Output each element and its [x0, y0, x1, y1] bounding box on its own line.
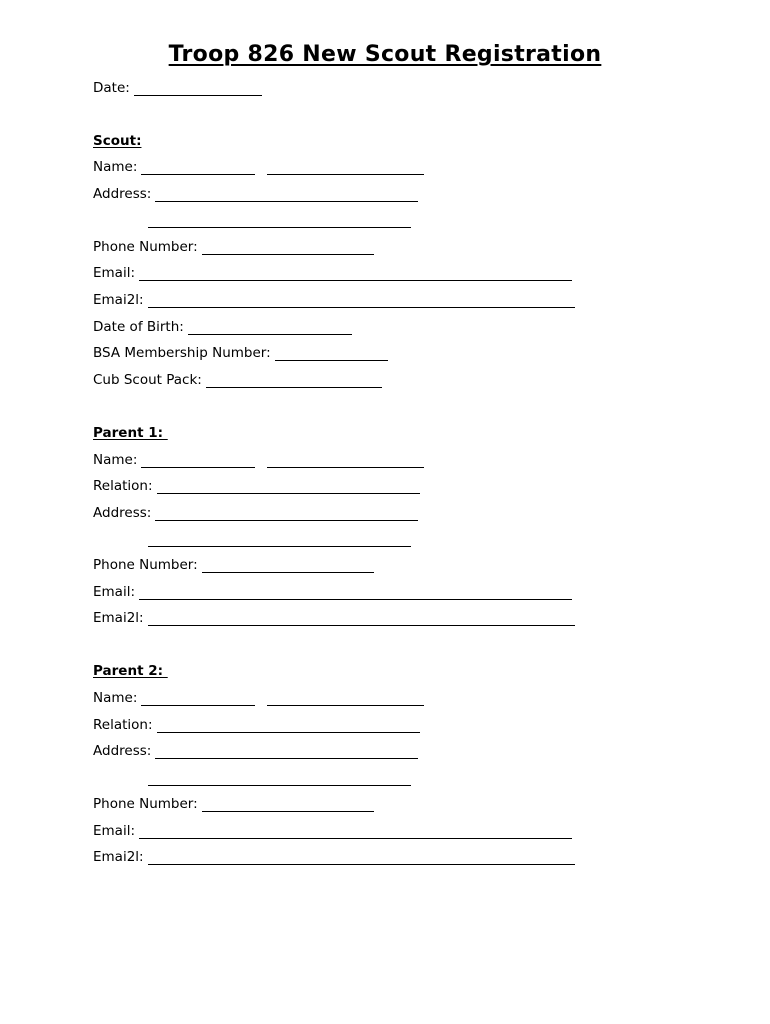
parent2-address-line-2 — [148, 766, 411, 786]
scout-bsa-blank[interactable] — [275, 348, 388, 361]
scout-address-field — [93, 182, 418, 202]
parent2-name-field — [93, 686, 424, 706]
parent1-phone-field — [93, 553, 374, 573]
parent2-address-blank-1[interactable] — [155, 746, 418, 759]
scout-name-label: Name: — [93, 159, 138, 175]
parent1-email-field — [93, 580, 572, 600]
scout-address-blank-2[interactable] — [148, 215, 411, 228]
parent2-email-blank[interactable] — [139, 826, 572, 839]
parent1-relation-label: Relation: — [93, 478, 153, 494]
parent2-relation-label: Relation: — [93, 717, 153, 733]
scout-email-field — [93, 261, 572, 281]
scout-phone-blank[interactable] — [202, 242, 374, 255]
parent1-phone-label: Phone Number: — [93, 557, 198, 573]
parent2-phone-field — [93, 792, 374, 812]
parent2-email2-label: Emai2l: — [93, 849, 144, 865]
scout-name-field — [93, 155, 424, 175]
scout-first-name-blank[interactable] — [141, 162, 255, 175]
parent1-email-label: Email: — [93, 584, 136, 600]
parent1-relation-blank[interactable] — [157, 481, 420, 494]
date-label: Date: — [93, 80, 130, 96]
scout-email-label: Email: — [93, 265, 136, 281]
scout-email-blank[interactable] — [139, 268, 572, 281]
scout-pack-blank[interactable] — [206, 375, 382, 388]
parent1-relation-field — [93, 474, 420, 494]
parent1-last-name-blank[interactable] — [267, 455, 424, 468]
scout-dob-blank[interactable] — [188, 322, 352, 335]
parent2-address-label: Address: — [93, 743, 152, 759]
parent1-name-label: Name: — [93, 452, 138, 468]
parent1-address-blank-1[interactable] — [155, 508, 418, 521]
scout-address-label: Address: — [93, 186, 152, 202]
parent1-address-blank-2[interactable] — [148, 534, 411, 547]
date-blank[interactable] — [134, 83, 262, 96]
parent2-email2-field — [93, 845, 575, 865]
parent2-heading: Parent 2: — [93, 663, 168, 679]
scout-email2-label: Emai2l: — [93, 292, 144, 308]
parent2-email-label: Email: — [93, 823, 136, 839]
parent1-address-label: Address: — [93, 505, 152, 521]
parent2-first-name-blank[interactable] — [141, 693, 255, 706]
parent1-heading: Parent 1: — [93, 425, 168, 441]
parent1-email2-label: Emai2l: — [93, 610, 144, 626]
parent2-email2-blank[interactable] — [148, 852, 575, 865]
page-title: Troop 826 New Scout Registration — [168, 42, 602, 67]
parent2-relation-blank[interactable] — [157, 720, 420, 733]
scout-phone-label: Phone Number: — [93, 239, 198, 255]
parent2-phone-blank[interactable] — [202, 799, 374, 812]
parent1-address-line-2 — [148, 527, 411, 547]
parent1-first-name-blank[interactable] — [141, 455, 255, 468]
scout-dob-label: Date of Birth: — [93, 319, 184, 335]
parent2-phone-label: Phone Number: — [93, 796, 198, 812]
parent1-email2-field — [93, 606, 575, 626]
parent1-email-blank[interactable] — [139, 587, 572, 600]
parent2-name-label: Name: — [93, 690, 138, 706]
scout-heading: Scout: — [93, 133, 142, 149]
parent2-address-blank-2[interactable] — [148, 773, 411, 786]
scout-bsa-field — [93, 341, 388, 361]
scout-email2-blank[interactable] — [148, 295, 575, 308]
scout-dob-field — [93, 315, 352, 335]
parent2-email-field — [93, 819, 572, 839]
scout-pack-field — [93, 368, 382, 388]
parent1-email2-blank[interactable] — [148, 613, 575, 626]
scout-address-blank-1[interactable] — [155, 189, 418, 202]
scout-bsa-label: BSA Membership Number: — [93, 345, 271, 361]
date-field — [93, 76, 262, 96]
scout-pack-label: Cub Scout Pack: — [93, 372, 202, 388]
scout-address-line-2 — [148, 208, 411, 228]
scout-last-name-blank[interactable] — [267, 162, 424, 175]
parent1-phone-blank[interactable] — [202, 560, 374, 573]
parent2-address-field — [93, 739, 418, 759]
parent2-last-name-blank[interactable] — [267, 693, 424, 706]
scout-email2-field — [93, 288, 575, 308]
parent1-address-field — [93, 501, 418, 521]
scout-phone-field — [93, 235, 374, 255]
parent1-name-field — [93, 448, 424, 468]
parent2-relation-field — [93, 713, 420, 733]
